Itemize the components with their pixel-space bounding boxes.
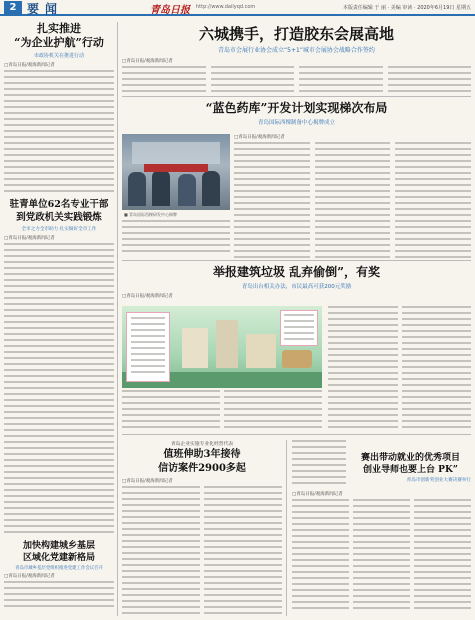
masthead (0, 0, 475, 16)
article-byline: □青岛日报/观海新闻记者 (4, 63, 55, 68)
column-divider (286, 440, 287, 616)
info-box (280, 310, 318, 346)
info-box (126, 312, 170, 382)
story-subtitle: 青岛国际西棵制备中心揭牌成立 (257, 120, 335, 126)
article-cadre-training (4, 198, 114, 534)
article-subtitle: 市政协机关在推进行动 (33, 53, 84, 59)
story-byline: □青岛日报/观海新闻记者 (234, 135, 285, 140)
article-body (4, 70, 114, 192)
story-title: 举报建筑垃圾 乱弃偷倒”，有奖 (212, 265, 381, 279)
lead-story-byline: □青岛日报/观海新闻记者 (122, 59, 173, 64)
article-enterprise-escort (4, 22, 114, 192)
person-figure (202, 171, 220, 206)
article-title: “为企业护航”行动 (14, 36, 104, 49)
article-body (4, 243, 114, 533)
ribbon (144, 164, 208, 172)
story-startup-contest (292, 440, 471, 616)
story-title: 信访案件2900多起 (158, 463, 246, 474)
section-name: 要闻 (27, 2, 64, 16)
story-body (122, 390, 322, 430)
lead-story-title: 六城携手，打造胶东会展高地 (198, 25, 394, 43)
paper-url[interactable]: http://www.dailyqd.com (196, 4, 256, 10)
story-title: 赛出带动就业的优秀项目 (360, 453, 460, 463)
article-subtitle: 全市之力全市助力 扎实做好全市工作 (21, 227, 97, 232)
story-construction-waste (122, 264, 471, 304)
person-figure (178, 174, 196, 206)
story-byline: □青岛日报/观海新闻记者 (122, 294, 173, 299)
story-title: “蓝色药库”开发计划实现梯次布局 (205, 101, 388, 115)
story-title: 值班伸助3年接待 (163, 449, 241, 460)
row-divider (122, 260, 471, 261)
article-body (4, 581, 114, 611)
person-figure (128, 172, 146, 206)
truck-figure (282, 350, 312, 368)
building-figure (246, 334, 276, 368)
article-byline: □青岛日报/观海新闻记者 (4, 236, 55, 241)
story-subtitle: 青岛市创新奖创业大赛决赛举行 (406, 478, 471, 483)
column-divider (117, 22, 118, 616)
story-petitions (122, 440, 282, 616)
article-byline: □青岛日报/观海新闻记者 (4, 574, 55, 579)
row-divider (122, 434, 471, 435)
lab-photo (122, 134, 230, 210)
article-title: 区域化党建新格局 (22, 553, 95, 563)
lead-story-subtitle: 青岛市会展行业协会成立“5+1”城市会展协会战略合作签约 (218, 47, 375, 54)
paper-logo: 青岛日报 (150, 5, 190, 16)
row-divider (122, 96, 471, 97)
lead-story-body (122, 66, 471, 94)
story-blue-pharmacy-body (234, 134, 471, 258)
photo-caption: ■ 青岛国际西棵研发中心揭牌 (124, 212, 178, 217)
building-figure (182, 328, 208, 368)
story-byline: □青岛日报/观海新闻记者 (292, 492, 343, 497)
article-title: 到党政机关实践锻炼 (16, 212, 102, 223)
masthead-info: 本版责任编辑 于 丽 · 美编 审读 · 2020年6月19日 星期五 (342, 5, 471, 11)
article-title: 加快构建城乡基层 (22, 541, 95, 551)
story-byline: □青岛日报/观海新闻记者 (122, 479, 173, 484)
story-subtitle: 青岛出台相关办法，市民最高可获200元奖励 (241, 284, 352, 290)
page-number: 2 (4, 1, 22, 14)
lead-story (122, 22, 471, 94)
building-figure (216, 320, 238, 368)
story-body (328, 306, 471, 430)
story-title: 创业导师也要上台 PK” (363, 465, 458, 475)
article-subtitle: 青岛市城乡基层党组织推进党建工作会议召开 (15, 566, 103, 571)
story-body (122, 220, 230, 256)
person-figure (152, 170, 170, 206)
story-kicker: 青岛企业实施专业化经营代表 (170, 442, 234, 447)
article-title: 驻青单位62名专业干部 (9, 199, 109, 210)
waste-illustration (122, 306, 322, 388)
article-grassroots-party (4, 540, 114, 616)
article-title: 扎实推进 (37, 22, 81, 35)
